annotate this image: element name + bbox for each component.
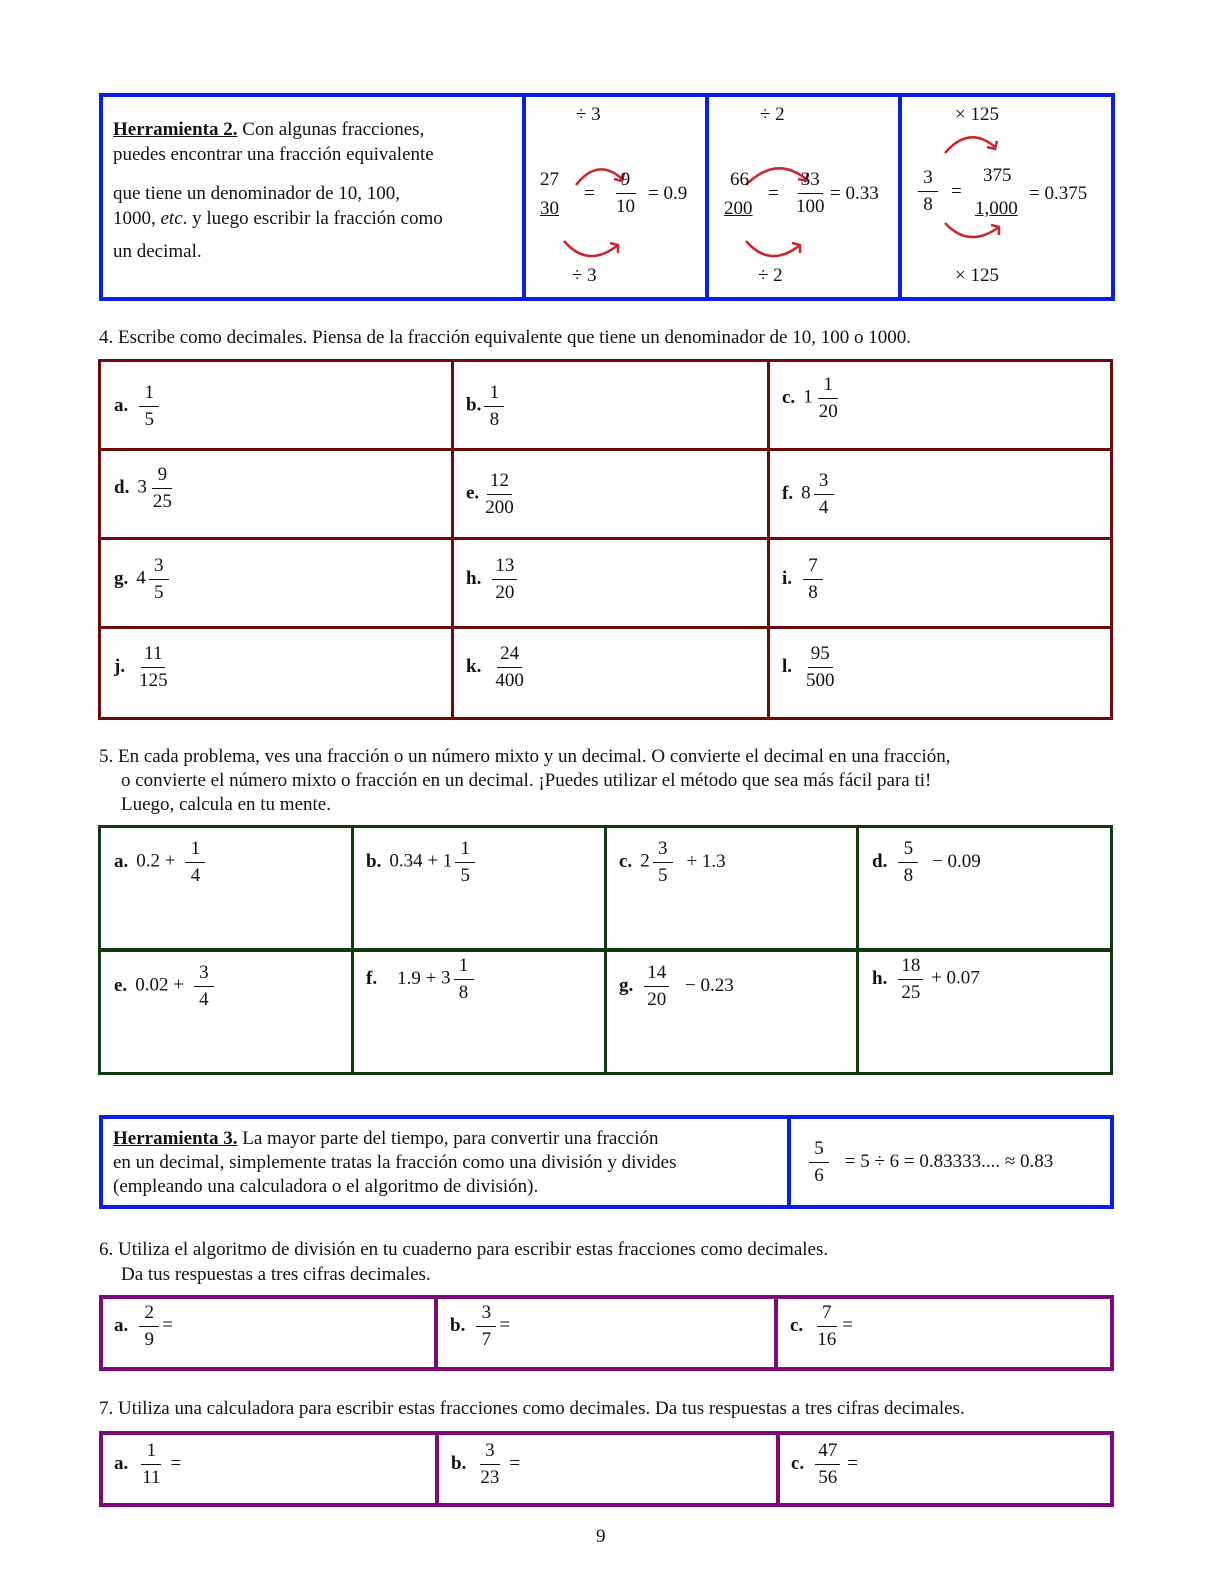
- q6-vline: [434, 1295, 438, 1371]
- example-top-op: ÷ 2: [760, 104, 785, 125]
- tool2-text: [113, 117, 513, 264]
- example-result: = 0.375: [1029, 183, 1088, 204]
- item-label: a.: [114, 1452, 129, 1474]
- example-bottom-op: × 125: [955, 265, 999, 286]
- denominator: 5: [154, 581, 164, 603]
- numerator: 1: [139, 382, 159, 407]
- numerator: 24: [497, 643, 522, 668]
- curved-arrow-icon: [939, 129, 1005, 159]
- q7-vline: [776, 1431, 780, 1507]
- decimal-term: − 0.09: [932, 850, 981, 872]
- equals: =: [584, 183, 595, 204]
- item-label: g.: [619, 974, 634, 996]
- numerator: 3: [480, 1440, 500, 1465]
- decimal-term: 0.02 +: [135, 974, 184, 996]
- item-label: j.: [114, 655, 126, 677]
- denominator: 16: [817, 1328, 837, 1350]
- numerator: 3: [149, 555, 169, 580]
- item-label: c.: [782, 386, 796, 408]
- denominator: 11: [142, 1466, 161, 1488]
- q4-prompt: 4. Escribe como decimales. Piensa de la fracción equivalente que tiene un denominador de 10, 100 o 1000.: [99, 327, 911, 348]
- numerator: 5: [898, 838, 918, 863]
- numerator: 7: [803, 555, 823, 580]
- item-label: b.: [451, 1452, 467, 1474]
- numerator: 7: [817, 1302, 837, 1327]
- item-label: b.: [450, 1314, 466, 1336]
- numerator: 12: [487, 470, 512, 495]
- example-num2: 9: [616, 169, 636, 194]
- curved-arrow-icon: [939, 219, 1009, 249]
- q4-hline: [98, 537, 1113, 540]
- equals: =: [170, 1452, 182, 1474]
- tool3-line3: (empleando una calculadora o el algoritmo de división).: [113, 1176, 539, 1197]
- item-label: f.: [782, 482, 794, 504]
- tool2-divider-2: [705, 93, 709, 301]
- q6-item-b[interactable]: [450, 1302, 510, 1351]
- tool3-title: Herramienta 3.: [113, 1128, 238, 1149]
- q7-grid: [99, 1431, 1114, 1507]
- item-label: g.: [114, 567, 129, 589]
- equals: =: [768, 183, 779, 204]
- item-label: c.: [790, 1314, 804, 1336]
- tool2-line2: puedes encontrar una fracción equivalente: [113, 144, 434, 165]
- q7-prompt: 7. Utiliza una calculadora para escribir estas fracciones como decimales. Da tus respuestas a tres cifras decimales.: [99, 1398, 965, 1419]
- q4-item-k[interactable]: [466, 643, 530, 692]
- whole-number: 1: [442, 850, 453, 872]
- whole-number: 3: [137, 476, 147, 498]
- denominator: 400: [495, 669, 524, 691]
- numerator: 1: [454, 955, 474, 980]
- q4-item-b[interactable]: [466, 382, 507, 431]
- tool3-divider: [787, 1115, 791, 1209]
- numerator: 3: [653, 838, 673, 863]
- decimal-term: 1.9 +: [397, 967, 437, 989]
- item-label: h.: [872, 967, 888, 989]
- numerator: 2: [139, 1302, 159, 1327]
- q4-item-f[interactable]: [782, 470, 837, 519]
- equals: =: [951, 181, 962, 202]
- tool3-line2: en un decimal, simplemente tratas la fracción como una división y divides: [113, 1152, 677, 1173]
- denominator: 6: [814, 1164, 824, 1186]
- q6-prompt-line1: 6. Utiliza el algoritmo de división en tu cuaderno para escribir estas fracciones como decimales.: [99, 1239, 829, 1260]
- example-bottom-op: ÷ 3: [572, 265, 597, 286]
- q4-hline: [98, 448, 1113, 451]
- example-num2: 375: [983, 165, 1012, 186]
- item-label: i.: [782, 567, 793, 589]
- tool3-text: [113, 1127, 677, 1199]
- q5-item-b[interactable]: [366, 838, 478, 887]
- q4-item-i[interactable]: [782, 555, 826, 604]
- example-bottom-op: ÷ 2: [758, 265, 783, 286]
- example-den1: 200: [724, 198, 753, 219]
- page-number: 9: [596, 1526, 606, 1547]
- tool2-line3: que tiene un denominador de 10, 100,: [113, 183, 401, 204]
- q4-item-j[interactable]: [114, 643, 174, 692]
- denominator: 25: [152, 490, 172, 512]
- item-label: a.: [114, 394, 129, 416]
- denominator: 7: [481, 1328, 492, 1350]
- tool3-example: [806, 1138, 1053, 1187]
- tool3-line1: La mayor parte del tiempo, para convertir una fracción: [237, 1128, 659, 1149]
- item-label: h.: [466, 567, 482, 589]
- item-label: e.: [114, 974, 128, 996]
- item-label: b.: [366, 850, 382, 872]
- q7-item-b[interactable]: [451, 1440, 520, 1489]
- equals: =: [509, 1452, 521, 1474]
- q6-prompt-line2: Da tus respuestas a tres cifras decimales.: [121, 1264, 431, 1285]
- denominator: 500: [806, 669, 835, 691]
- q4-grid: [98, 359, 1113, 720]
- denominator: 5: [657, 864, 668, 886]
- decimal-term: + 1.3: [686, 850, 726, 872]
- denominator: 125: [139, 669, 168, 691]
- example-den1: 30: [540, 198, 559, 219]
- denominator: 4: [199, 988, 209, 1010]
- numerator: 1: [185, 838, 205, 863]
- q5-hline: [98, 948, 1113, 952]
- numerator: 14: [644, 962, 669, 987]
- q4-item-h[interactable]: [466, 555, 520, 604]
- numerator: 13: [492, 555, 517, 580]
- equals: =: [847, 1452, 858, 1474]
- item-label: d.: [872, 850, 888, 872]
- q4-hline: [98, 626, 1113, 629]
- tool2-example-3: [905, 97, 1107, 293]
- item-label: f.: [366, 967, 378, 989]
- q5-item-h[interactable]: [872, 955, 980, 1004]
- q4-item-g[interactable]: [114, 555, 172, 604]
- example-top-op: × 125: [955, 104, 999, 125]
- q5-prompt: [99, 745, 951, 817]
- whole-number: 3: [441, 967, 451, 989]
- denominator: 8: [489, 408, 500, 430]
- tool2-example-2: [712, 97, 896, 293]
- numerator: 1: [455, 838, 475, 863]
- numerator: 18: [898, 955, 923, 980]
- q4-item-d[interactable]: [114, 464, 178, 513]
- q5-item-a[interactable]: [114, 838, 208, 887]
- curved-arrow-icon: [740, 237, 810, 267]
- tool2-line5: un decimal.: [113, 241, 202, 262]
- denominator: 200: [485, 496, 514, 518]
- item-label: a.: [114, 850, 129, 872]
- equals: =: [162, 1314, 173, 1336]
- denominator: 5: [144, 408, 154, 430]
- numerator: 5: [809, 1138, 829, 1163]
- q7-vline: [435, 1431, 439, 1507]
- numerator: 3: [814, 470, 834, 495]
- q6-item-a[interactable]: [114, 1302, 173, 1351]
- item-label: c.: [619, 850, 633, 872]
- example-den2: 10: [616, 195, 635, 217]
- item-label: d.: [114, 476, 130, 498]
- decimal-term: + 0.07: [931, 967, 980, 989]
- example-num2: 33: [798, 169, 823, 194]
- example-num1: 3: [918, 167, 938, 192]
- example-result: = 0.33: [830, 183, 879, 204]
- example-den2: 100: [796, 195, 825, 217]
- q5-prompt-line1: 5. En cada problema, ves una fracción o un número mixto y un decimal. O convierte el decimal en una fracción,: [99, 746, 951, 767]
- q5-item-g[interactable]: [619, 962, 734, 1011]
- curved-arrow-icon: [558, 237, 628, 267]
- example-den2: 1,000: [975, 198, 1018, 219]
- decimal-term: − 0.23: [685, 974, 734, 996]
- q6-vline: [774, 1295, 778, 1371]
- whole-number: 2: [640, 850, 650, 872]
- q6-grid: [99, 1295, 1114, 1371]
- q5-prompt-line3: Luego, calcula en tu mente.: [121, 794, 331, 815]
- q5-item-f[interactable]: [366, 955, 477, 1004]
- denominator: 20: [495, 581, 515, 603]
- q4-item-c[interactable]: [782, 374, 844, 423]
- q7-item-c[interactable]: [791, 1440, 858, 1489]
- whole-number: 8: [801, 482, 811, 504]
- numerator: 1: [141, 1440, 161, 1465]
- tool2-line4: 1000, etc. y luego escribir la fracción como: [113, 208, 443, 229]
- denominator: 4: [818, 496, 829, 518]
- equals: =: [842, 1314, 853, 1336]
- numerator: 3: [194, 962, 214, 987]
- item-label: l.: [782, 655, 793, 677]
- q7-item-a[interactable]: [114, 1440, 181, 1489]
- denominator: 25: [901, 981, 921, 1003]
- q5-item-c[interactable]: [619, 838, 726, 887]
- q6-item-c[interactable]: [790, 1302, 853, 1351]
- tool3-expression: = 5 ÷ 6 = 0.83333.... ≈ 0.83: [844, 1150, 1054, 1172]
- denominator: 8: [903, 864, 914, 886]
- example-num1: 27: [540, 169, 559, 190]
- tool2-line1: Con algunas fracciones,: [237, 119, 425, 140]
- tool2-title: Herramienta 2.: [113, 119, 238, 140]
- equals: =: [499, 1314, 511, 1336]
- denominator: 23: [480, 1466, 500, 1488]
- item-label: c.: [791, 1452, 805, 1474]
- whole-number: 4: [136, 567, 146, 589]
- item-label: k.: [466, 655, 482, 677]
- denominator: 8: [808, 581, 818, 603]
- numerator: 9: [152, 464, 172, 489]
- decimal-term: 0.2 +: [136, 850, 176, 872]
- q4-item-a[interactable]: [114, 382, 162, 431]
- denominator: 20: [818, 400, 838, 422]
- whole-number: 1: [803, 386, 813, 408]
- q6-prompt: [99, 1237, 828, 1287]
- example-den1: 8: [923, 193, 933, 215]
- numerator: 11: [141, 643, 165, 668]
- denominator: 20: [647, 988, 667, 1010]
- denominator: 9: [144, 1328, 154, 1350]
- numerator: 47: [815, 1440, 840, 1465]
- item-label: a.: [114, 1314, 129, 1336]
- example-num1: 66: [730, 169, 749, 190]
- numerator: 3: [476, 1302, 496, 1327]
- example-result: = 0.9: [648, 183, 688, 204]
- decimal-term: 0.34 +: [389, 850, 439, 872]
- denominator: 8: [458, 981, 469, 1003]
- q5-item-d[interactable]: [872, 838, 981, 887]
- tool2-example-1: [530, 97, 702, 293]
- q4-item-l[interactable]: [782, 643, 841, 692]
- denominator: 4: [190, 864, 201, 886]
- denominator: 5: [460, 864, 471, 886]
- item-label: e.: [466, 482, 480, 504]
- example-top-op: ÷ 3: [576, 104, 601, 125]
- tool2-divider-1: [522, 93, 526, 301]
- q5-item-e[interactable]: [114, 962, 217, 1011]
- item-label: b.: [466, 394, 482, 416]
- numerator: 1: [484, 382, 504, 407]
- denominator: 56: [818, 1466, 838, 1488]
- q5-prompt-line2: o convierte el número mixto o fracción en un decimal. ¡Puedes utilizar el método que sea más fácil para ti!: [121, 770, 932, 791]
- q4-item-e[interactable]: [466, 470, 520, 519]
- tool2-divider-3: [898, 93, 902, 301]
- numerator: 1: [818, 374, 838, 399]
- numerator: 95: [808, 643, 833, 668]
